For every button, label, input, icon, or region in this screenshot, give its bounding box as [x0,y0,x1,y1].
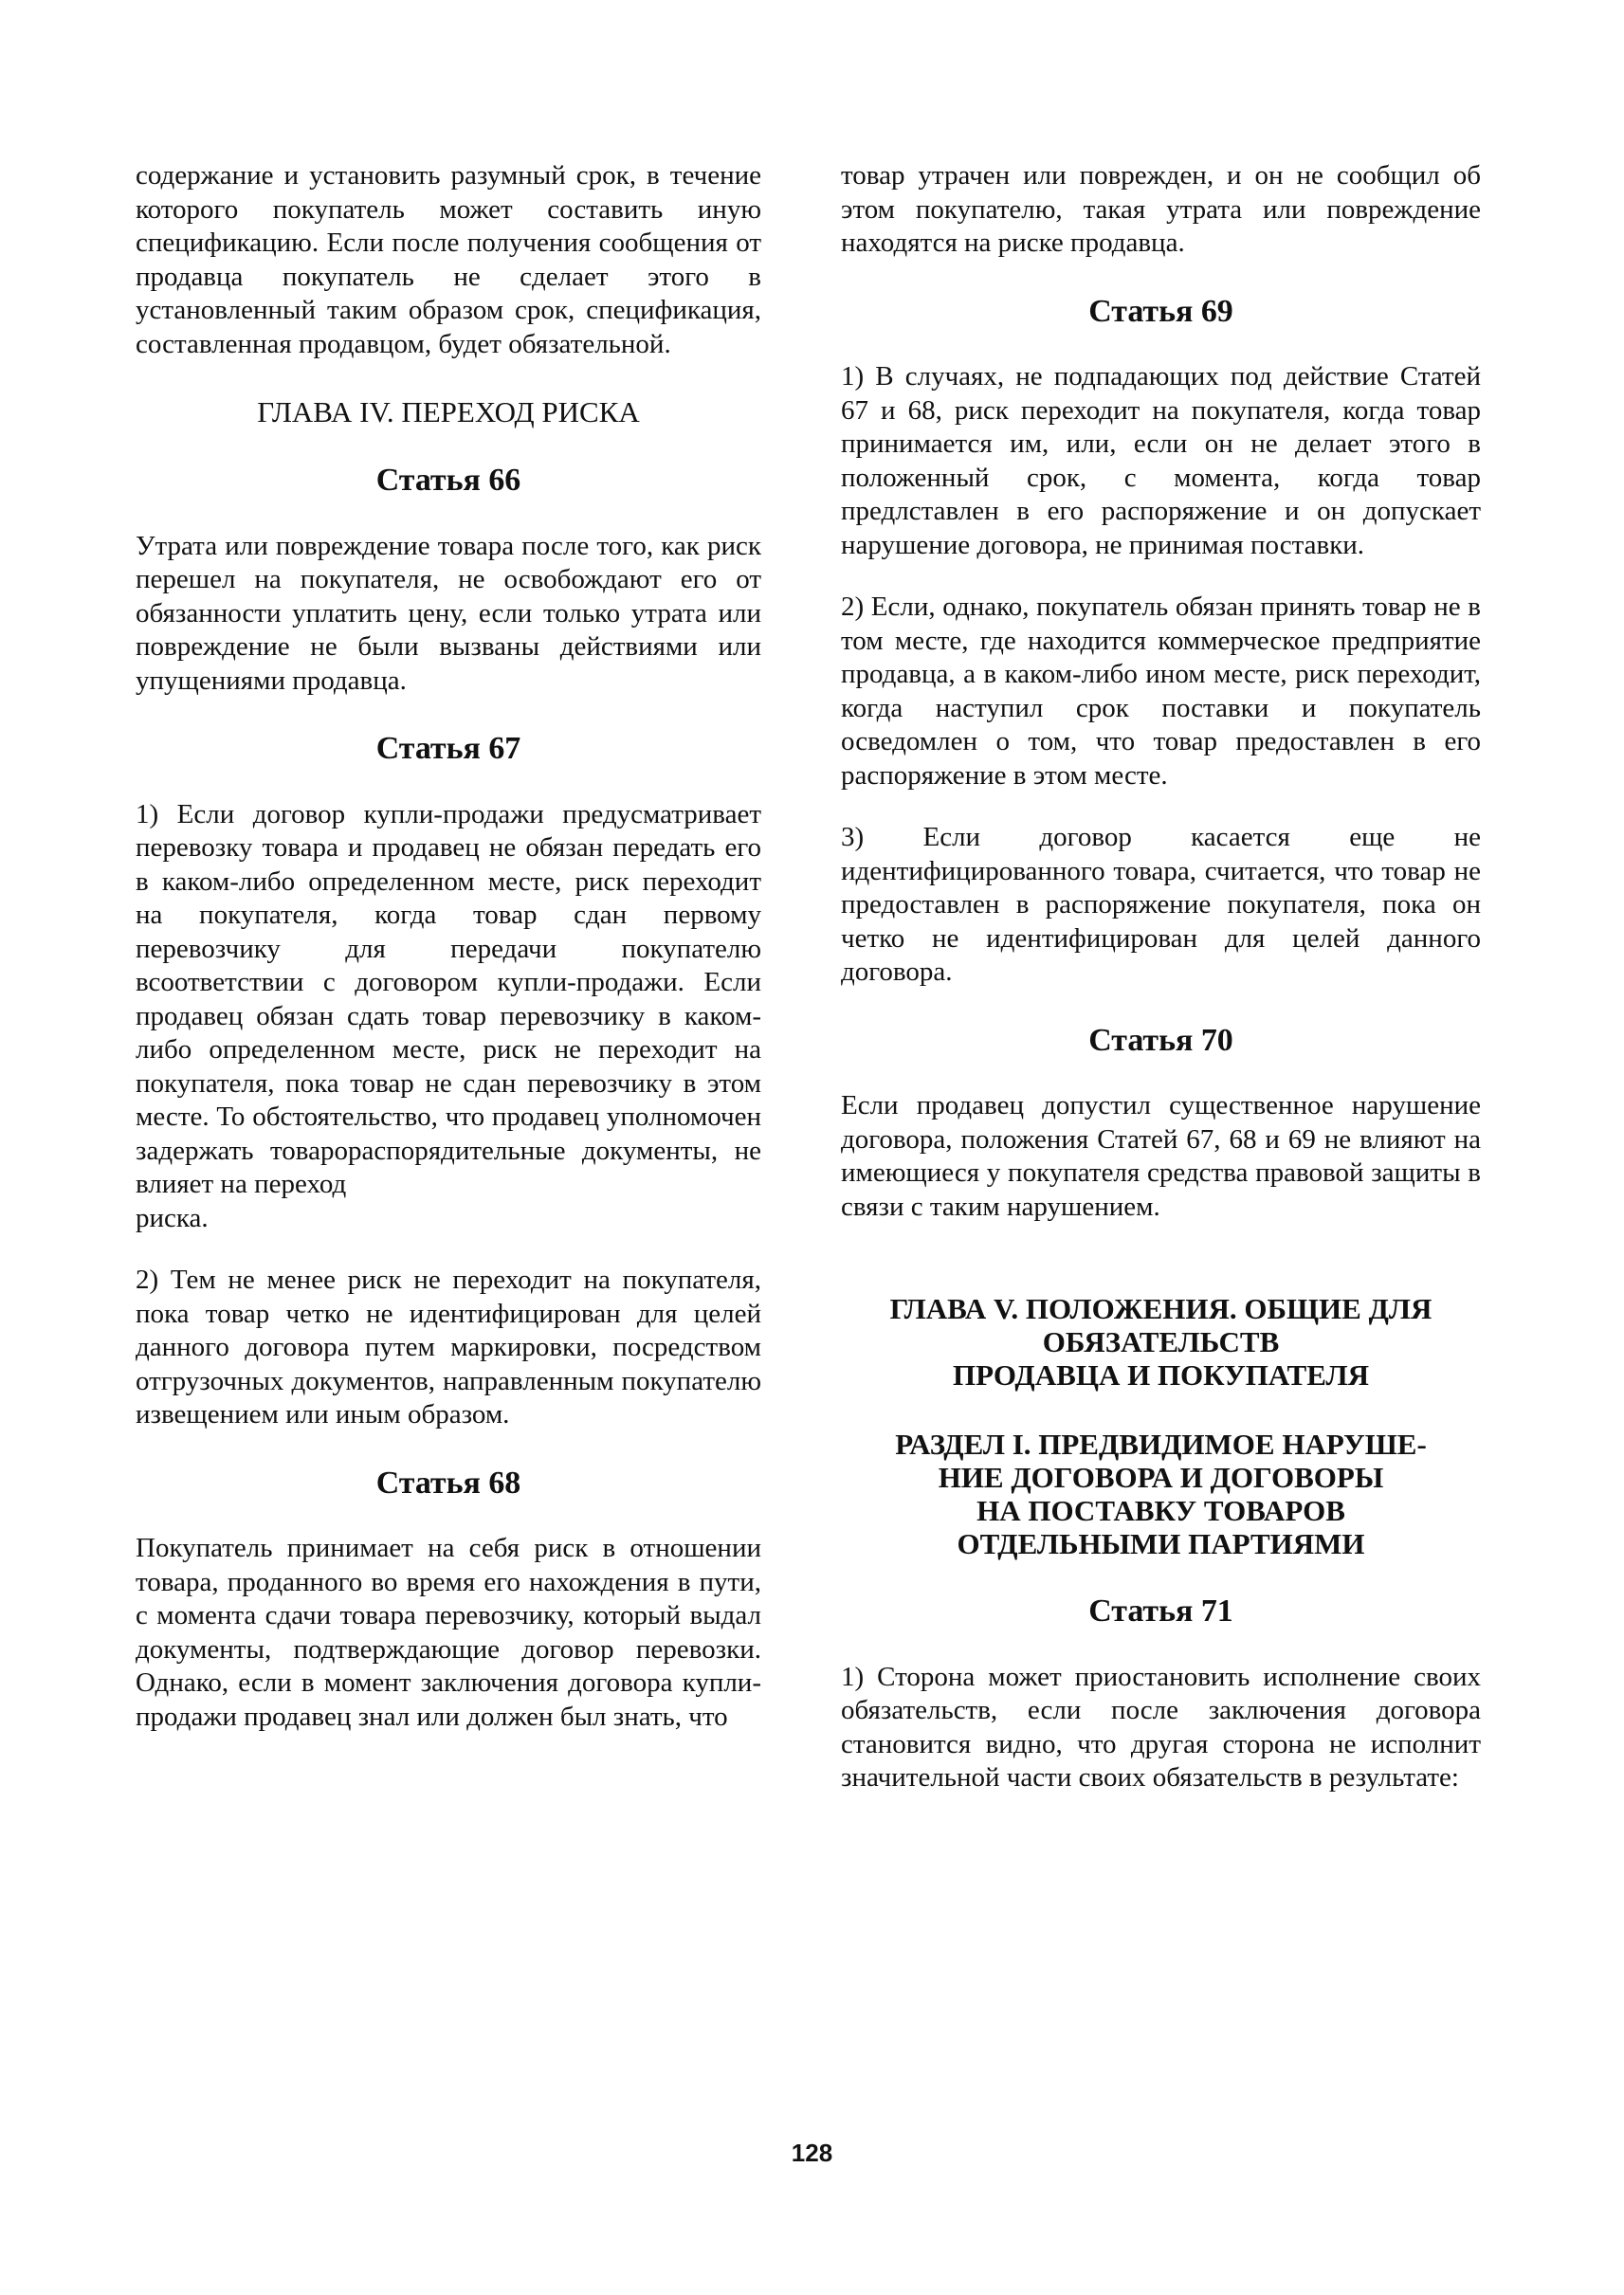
chapter-5-heading-line-3: ПРОДАВЦА И ПОКУПАТЕЛЯ [953,1358,1369,1392]
continued-paragraph: товар утрачен или поврежден, и он не сообщил об этом покупателю, такая утрата или повреждение находятся на риске продавца. [841,160,1481,258]
article-69-paragraph-2: 2) Если, однако, покупатель обязан принять товар не в том месте, где находится коммерческое предприятие продавца, а в каком-либо ином месте, риск переходит, когда наступил срок поставки и покупатель осведомлен о том, что товар предоставлен в его распоряжение в этом месте. [841,592,1481,791]
section-1-heading-line-2: НИЕ ДОГОВОРА И ДОГОВОРЫ [938,1461,1384,1494]
article-70-text: Если продавец допустил существенное нарушение договора, положения Статей 67, 68 и 69 не влияют на имеющиеся у покупателя средства правовой защиты в связи с таким нарушением. [841,1090,1481,1222]
article-69-heading: Статья 69 [1088,293,1233,329]
article-67-paragraph-1-end: риска. [136,1202,209,1233]
article-67-paragraph-2: 2) Тем не менее риск не переходит на покупателя, пока товар четко не идентифицирован для целей данного договора путем маркировки, посредством отгрузочных документов, направленным покупателю извещением или иным образом. [136,1265,761,1430]
article-67-heading: Статья 67 [375,731,521,766]
page-number: 128 [791,2139,833,2167]
article-68-text: Покупатель принимает на себя риск в отношении товара, проданного во время его нахождения в пути, с момента сдачи товара перевозчику, который выдал документы, подтверждающие договор перевозки. Однако, если в момент заключения договора купли-продажи продавец знал или должен был знать, что [136,1533,761,1732]
article-69-paragraph-1: 1) В случаях, не подпадающих под действие Статей 67 и 68, риск переходит на покупателя, когда товар принимается им, или, если он не делает этого в положенный срок, с момента, когда товар предлставлен в его распоряжение и он допускает нарушение договора, не принимая поставки. [841,361,1481,560]
article-70-heading: Статья 70 [1088,1022,1233,1058]
chapter-4-heading: ГЛАВА IV. ПЕРЕХОД РИСКА [257,395,640,428]
article-71-paragraph-1: 1) Сторона может приостановить исполнение своих обязательств, если после заключения договора становится видно, что другая сторона не исполнит значительной части своих обязательств в результате: [841,1661,1481,1793]
section-1-heading-line-1: РАЗДЕЛ I. ПРЕДВИДИМОЕ НАРУШЕ- [895,1428,1427,1461]
article-69-paragraph-3: 3) Если договор касается еще не идентифицированного товара, считается, что товар не предоставлен в распоряжение покупателя, пока он четко не идентифицирован для целей данного договора. [841,822,1481,987]
right-column [841,159,1481,1795]
article-71-heading: Статья 71 [1088,1594,1233,1629]
chapter-5-heading-line-1: ГЛАВА V. ПОЛОЖЕНИЯ. ОБЩИЕ ДЛЯ [889,1292,1432,1325]
article-66-heading: Статья 66 [375,463,521,498]
left-column [136,159,761,1734]
section-1-heading [841,1428,1481,1560]
section-1-heading-line-4: ОТДЕЛЬНЫМИ ПАРТИЯМИ [957,1527,1365,1560]
article-68-heading: Статья 68 [375,1465,521,1501]
article-66-text: Утрата или повреждение товара после того, как риск перешел на покупателя, не освобождают его от обязанности уплатить цену, если только утрата или повреждение не были вызваны действиями или упущениями продавца. [136,530,761,696]
section-1-heading-line-3: НА ПОСТАВКУ ТОВАРОВ [976,1494,1345,1527]
chapter-5-heading-line-2: ОБЯЗАТЕЛЬСТВ [1042,1325,1280,1358]
intro-paragraph: содержание и установить разумный срок, в течение которого покупатель может составить иную спецификацию. Если после получения сообщения от продавца покупатель не сделает этого в установленный таким образом срок, спецификация, составленная продавцом, будет обязательной. [136,160,761,359]
chapter-5-heading [841,1292,1481,1392]
article-67-paragraph-1: 1) Если договор купли-продажи предусматривает перевозку товара и продавец не обязан передать его в каком-либо определенном месте, риск переходит на покупателя, когда товар сдан первому перевозчику для передачи покупателю всоответствии с договором купли-продажи. Если продавец обязан сдать товар перевозчику в каком-либо определенном месте, риск не переходит на покупателя, пока товар не сдан перевозчику в этом месте. То обстоятельство, что продавец уполномочен задержать товарораспорядительные документы, не влияет на переход [136,798,761,1199]
